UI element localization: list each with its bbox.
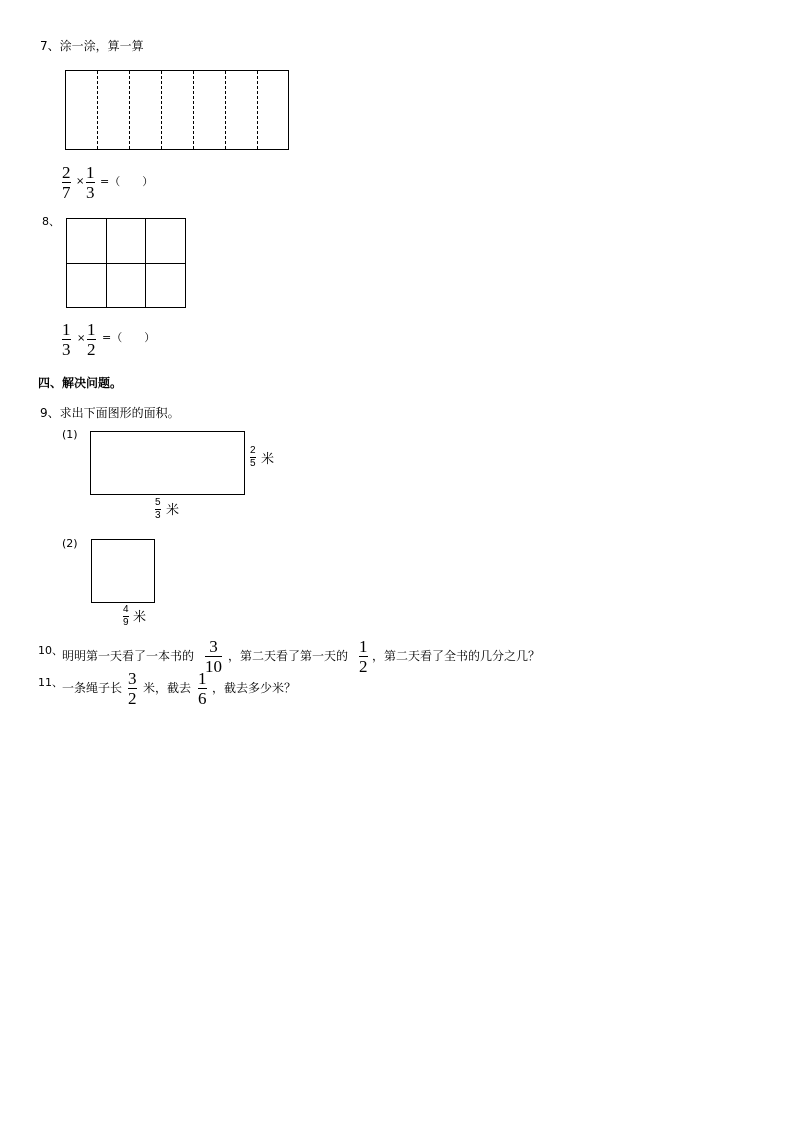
q7-answer-blank: =（ ） <box>100 175 154 188</box>
denominator: 6 <box>198 689 207 708</box>
q10-fraction-b <box>359 638 368 675</box>
q11-label: 11、 <box>38 676 63 689</box>
q7-divider <box>225 71 226 149</box>
numerator: 3 <box>128 669 137 688</box>
denominator: 3 <box>86 183 95 202</box>
numerator: 4 <box>123 604 129 615</box>
grid-cell <box>106 263 146 308</box>
q9-square-side-unit: 米 <box>133 610 147 625</box>
q8-times: × <box>77 333 86 344</box>
q9-rect-height <box>250 446 256 469</box>
q8-fraction-b <box>87 321 96 358</box>
q7-title: 7、涂一涂，算一算 <box>40 39 144 53</box>
q7-times: × <box>76 176 85 187</box>
q7-divider <box>129 71 130 149</box>
q9-rect-height-unit: 米 <box>261 452 275 467</box>
q7-divider <box>193 71 194 149</box>
q10-label: 10、 <box>38 644 63 657</box>
denominator: 5 <box>250 458 256 469</box>
q8-grid <box>66 218 186 308</box>
q10-text-3: ，第二天看了全书的几分之几？ <box>372 649 541 663</box>
numerator: 1 <box>198 669 207 688</box>
numerator: 2 <box>62 163 71 182</box>
q11-text-1: 一条绳子长 <box>62 681 123 695</box>
q8-fraction-a <box>62 321 71 358</box>
numerator: 1 <box>359 637 368 656</box>
denominator: 9 <box>123 617 129 628</box>
numerator: 1 <box>62 320 71 339</box>
q9-square <box>91 539 155 603</box>
q9-part2-label: (2) <box>62 537 78 550</box>
q7-divider <box>97 71 98 149</box>
grid-cell <box>145 263 186 308</box>
grid-cell <box>66 218 107 264</box>
denominator: 2 <box>128 689 137 708</box>
numerator: 2 <box>250 445 256 456</box>
q8-answer-blank: =（ ） <box>102 331 156 344</box>
denominator: 7 <box>62 183 71 202</box>
denominator: 2 <box>359 657 368 676</box>
q7-fraction-a <box>62 164 71 201</box>
numerator: 5 <box>155 497 161 508</box>
denominator: 3 <box>62 340 71 359</box>
grid-cell <box>66 263 107 308</box>
q10-fraction-a <box>205 638 222 675</box>
q9-title: 9、求出下面图形的面积。 <box>40 406 180 420</box>
q9-square-side <box>123 605 129 628</box>
q9-rect-width <box>155 498 161 521</box>
q8-label: 8、 <box>42 215 60 228</box>
q10-text-2: ，第二天看了第一天的 <box>228 649 349 663</box>
q7-fraction-b <box>86 164 95 201</box>
q10-text-1: 明明第一天看了一本书的 <box>62 649 195 663</box>
grid-cell <box>145 218 186 264</box>
denominator: 3 <box>155 510 161 521</box>
q11-fraction-b <box>198 670 207 707</box>
q9-rect-width-unit: 米 <box>166 503 180 518</box>
q9-rectangle <box>90 431 245 495</box>
q7-divider <box>257 71 258 149</box>
q11-fraction-a <box>128 670 137 707</box>
q11-text-2: 米，截去 <box>143 681 192 695</box>
numerator: 1 <box>86 163 95 182</box>
grid-cell <box>106 218 146 264</box>
numerator: 1 <box>87 320 96 339</box>
q7-strip <box>65 70 289 150</box>
q11-text-3: ，截去多少米？ <box>212 681 297 695</box>
q9-part1-label: (1) <box>62 428 78 441</box>
denominator: 10 <box>205 657 222 676</box>
q7-divider <box>161 71 162 149</box>
numerator: 3 <box>209 637 218 656</box>
denominator: 2 <box>87 340 96 359</box>
section-heading: 四、解决问题。 <box>38 376 123 390</box>
